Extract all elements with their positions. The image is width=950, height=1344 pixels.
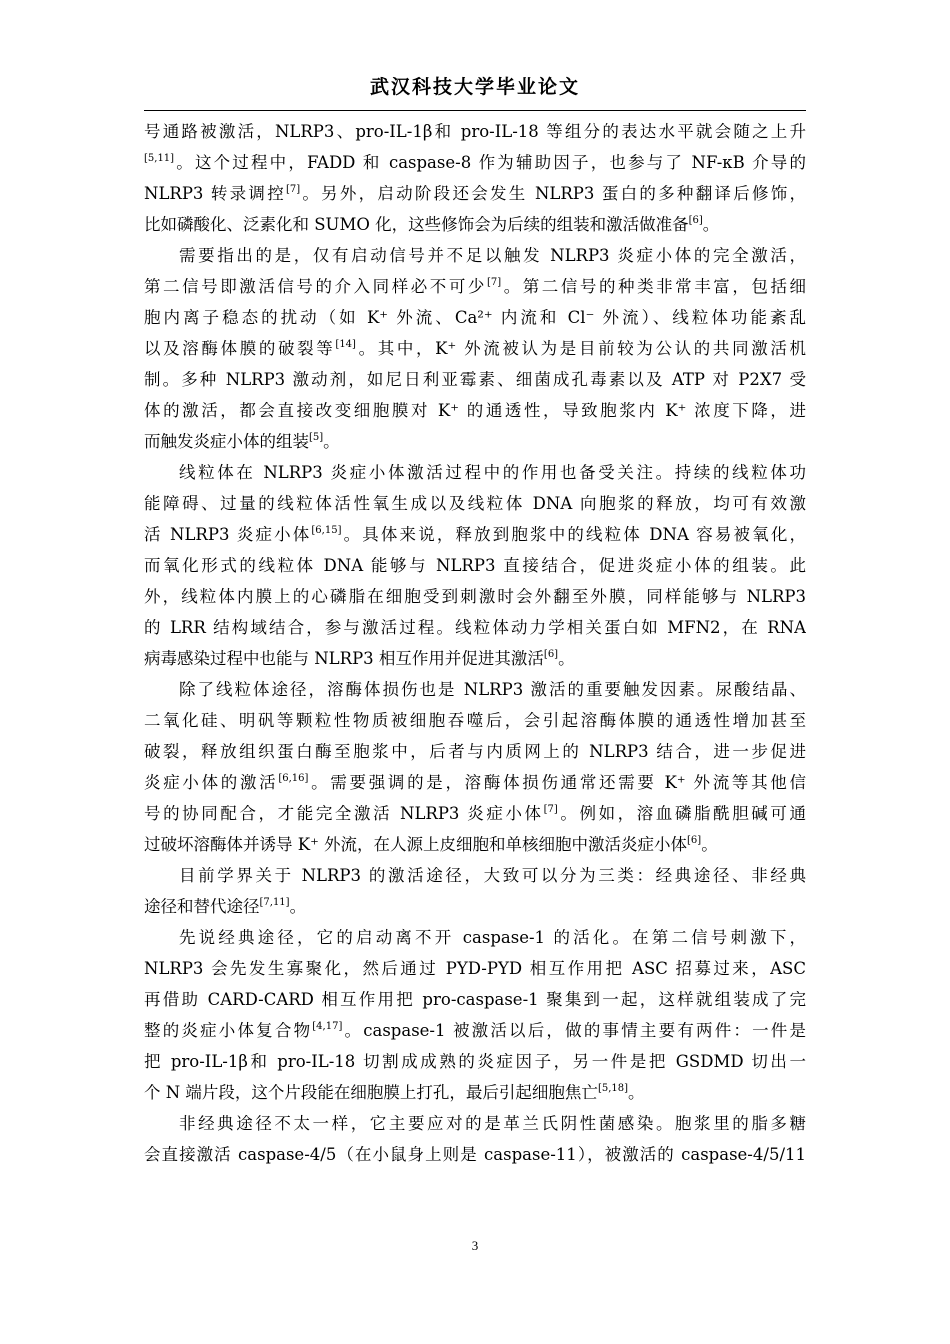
citation: [5,18]	[597, 1083, 629, 1094]
text-run: 破裂，释放组织蛋白酶至胞浆中，后者与内质网上的 NLRP3 结合，进一步促进	[144, 742, 806, 761]
text-line	[144, 953, 806, 984]
text-line	[144, 643, 806, 674]
text-run: 病毒感染过程中也能与 NLRP3 相互作用并促进其激活	[144, 649, 544, 668]
text-line	[144, 116, 806, 147]
text-run: 二氧化硅、明矾等颗粒性物质被细胞吞噬后，会引起溶酶体膜的通透性增加甚至	[144, 711, 806, 730]
text-run: 而触发炎症小体的组装	[144, 432, 309, 451]
text-run: 胞内离子稳态的扰动（如 K⁺ 外流、Ca²⁺ 内流和 Cl⁻ 外流）、线粒体功能紊乱	[144, 308, 806, 327]
text-line	[144, 736, 806, 767]
text-run: 。	[628, 1083, 645, 1102]
citation: [7]	[285, 184, 301, 195]
text-line	[144, 674, 806, 705]
text-run: 除了线粒体途径，溶酶体损伤也是 NLRP3 激活的重要触发因素。尿酸结晶、	[179, 680, 806, 699]
text-run: 会直接激活 caspase-4/5（在小鼠身上则是 caspase-11），被激活的 caspase-4/5/11	[144, 1145, 806, 1164]
citation: [6,16]	[278, 773, 309, 784]
text-line	[144, 147, 806, 178]
text-run: 途径和替代途径	[144, 897, 260, 916]
text-line	[144, 581, 806, 612]
text-run: 需要指出的是，仅有启动信号并不足以触发 NLRP3 炎症小体的完全激活，	[179, 246, 806, 265]
text-line	[144, 1139, 806, 1170]
text-run: 炎症小体的激活	[144, 773, 279, 792]
text-line	[144, 1077, 806, 1108]
text-run: 以及溶酶体膜的破裂等	[144, 339, 336, 358]
text-line	[144, 364, 806, 395]
text-line	[144, 1015, 806, 1046]
text-run: 先说经典途径，它的启动离不开 caspase-1 的活化。在第二信号刺激下，	[179, 928, 806, 947]
text-run: 号的协同配合，才能完全激活 NLRP3 炎症小体	[144, 804, 544, 823]
page-header-title: 武汉科技大学毕业论文	[369, 76, 580, 98]
text-line	[144, 798, 806, 829]
text-line	[144, 333, 806, 364]
text-line	[144, 271, 806, 302]
citation: [7]	[486, 277, 502, 288]
text-run: 过破坏溶酶体并诱导 K⁺ 外流，在人源上皮细胞和单核细胞中激活炎症小体	[144, 835, 688, 854]
text-run: 号通路被激活，NLRP3、pro-IL-1β和 pro-IL-18 等组分的表达水平就会随之上升	[144, 122, 806, 141]
citation: [6]	[543, 649, 559, 660]
citation: [6,15]	[311, 525, 342, 536]
text-line	[144, 705, 806, 736]
text-run: 制。多种 NLRP3 激动剂，如尼日利亚霉素、细菌成孔毒素以及 ATP 对 P2X7 受	[144, 370, 806, 389]
text-line	[144, 457, 806, 488]
text-run: 。	[702, 215, 720, 234]
text-run: 而氧化形式的线粒体 DNA 能够与 NLRP3 直接结合，促进炎症小体的组装。此	[144, 556, 806, 575]
text-line	[144, 426, 806, 457]
text-run: 活 NLRP3 炎症小体	[144, 525, 312, 544]
text-line	[144, 767, 806, 798]
text-run: NLRP3 会先发生寡聚化，然后通过 PYD-PYD 相互作用把 ASC 招募过来，ASC	[144, 959, 806, 978]
text-line	[144, 488, 806, 519]
text-run: 能障碍、过量的线粒体活性氧生成以及线粒体 DNA 向胞浆的释放，均可有效激	[144, 494, 806, 513]
text-line	[144, 829, 806, 860]
text-run: 。caspase-1 被激活以后，做的事情主要有两件：一件是	[342, 1021, 806, 1040]
text-run: 把 pro-IL-1β和 pro-IL-18 切割成成熟的炎症因子，另一件是把 GSDMD 切出一	[144, 1052, 806, 1071]
citation: [5]	[309, 432, 324, 443]
text-line	[144, 302, 806, 333]
text-run: 比如磷酸化、泛素化和 SUMO 化，这些修饰会为后续的组装和激活做准备	[144, 215, 689, 234]
citation: [4,17]	[312, 1021, 343, 1032]
text-line	[144, 922, 806, 953]
text-line	[144, 395, 806, 426]
text-run: 。	[323, 432, 340, 451]
text-run: 。第二信号的种类非常丰富，包括细	[501, 277, 806, 296]
text-run: 线粒体在 NLRP3 炎症小体激活过程中的作用也备受关注。持续的线粒体功	[179, 463, 806, 482]
text-run: 。另外，启动阶段还会发生 NLRP3 蛋白的多种翻译后修饰，	[300, 184, 806, 203]
text-line	[144, 519, 806, 550]
text-run: 外，线粒体内膜上的心磷脂在细胞受到刺激时会外翻至外膜，同样能够与 NLRP3	[144, 587, 806, 606]
text-line	[144, 1046, 806, 1077]
header-rule	[144, 110, 806, 111]
citation: [6]	[688, 215, 703, 226]
text-run: 体的激活，都会直接改变细胞膜对 K⁺ 的通透性，导致胞浆内 K⁺ 浓度下降，进	[144, 401, 806, 420]
text-run: 。具体来说，释放到胞浆中的线粒体 DNA 容易被氧化，	[341, 525, 806, 544]
citation: [7,11]	[259, 897, 290, 908]
text-line	[144, 891, 806, 922]
text-run: 。例如，溶血磷脂酰胆碱可通	[557, 804, 806, 823]
text-run: 再借助 CARD-CARD 相互作用把 pro-caspase-1 聚集到一起，这样就组装成了完	[144, 990, 806, 1009]
body-text	[144, 116, 806, 1170]
text-line	[144, 612, 806, 643]
text-line	[144, 240, 806, 271]
text-run: 。	[558, 649, 575, 668]
text-line	[144, 860, 806, 891]
text-run: 。其中，K⁺ 外流被认为是目前较为公认的共同激活机	[355, 339, 806, 358]
text-line	[144, 984, 806, 1015]
text-line	[144, 178, 806, 209]
text-run: NLRP3 转录调控	[144, 184, 286, 203]
text-run: 目前学界关于 NLRP3 的激活途径，大致可以分为三类：经典途径、非经典	[179, 866, 806, 885]
citation: [14]	[335, 339, 356, 350]
page-number: 3	[471, 1238, 479, 1253]
text-line	[144, 1108, 806, 1139]
text-run: 个 N 端片段，这个片段能在细胞膜上打孔，最后引起细胞焦亡	[144, 1083, 598, 1102]
text-run: 整的炎症小体复合物	[144, 1021, 313, 1040]
citation: [7]	[543, 804, 558, 815]
text-run: 。这个过程中，FADD 和 caspase-8 作为辅助因子，也参与了 NF-κB 介导的	[174, 153, 806, 172]
text-run: 。	[701, 835, 718, 854]
citation: [6]	[687, 835, 702, 846]
text-run: 非经典途径不太一样，它主要应对的是革兰氏阴性菌感染。胞浆里的脂多糖	[179, 1114, 806, 1133]
text-run: 第二信号即激活信号的介入同样必不可少	[144, 277, 487, 296]
text-run: 。需要强调的是，溶酶体损伤通常还需要 K⁺ 外流等其他信	[308, 773, 806, 792]
text-line	[144, 209, 806, 240]
text-line	[144, 550, 806, 581]
citation: [5,11]	[144, 153, 175, 164]
text-run: 的 LRR 结构域结合，参与激活过程。线粒体动力学相关蛋白如 MFN2，在 RNA	[144, 618, 806, 637]
text-run: 。	[289, 897, 307, 916]
